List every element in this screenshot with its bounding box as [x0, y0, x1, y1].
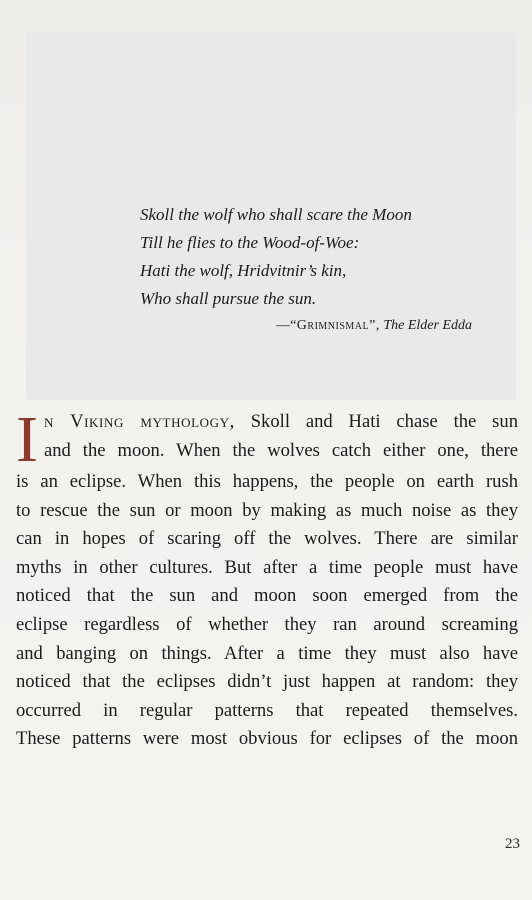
body-line: to rescue the sun or moon by making as much noise as they	[16, 499, 518, 521]
body-line: and banging on things. After a time they must also have	[16, 642, 518, 664]
body-line: can in hopes of scaring off the wolves. There are similar	[16, 528, 518, 550]
epigraph-line: Skoll the wolf who shall scare the Moon	[140, 205, 412, 224]
epigraph-attribution	[276, 318, 472, 334]
body-line: occurred in regular patterns that repeated themselves.	[16, 699, 518, 721]
epigraph-line: Hati the wolf, Hridvitnir’s kin,	[140, 261, 347, 280]
opening-lines	[16, 408, 518, 468]
drop-cap: I	[16, 408, 38, 468]
epigraph-verse	[140, 201, 500, 313]
attribution-work: The Elder Edda	[383, 318, 472, 333]
body-line: noticed that the sun and moon soon emerged from the	[16, 585, 518, 607]
epigraph-line: Who shall pursue the sun.	[140, 289, 317, 308]
first-line-rest: Skoll and Hati chase the sun	[250, 411, 518, 432]
body-line	[44, 408, 518, 437]
attribution-source: “Grimnismal”,	[290, 318, 380, 333]
attribution-dash: —	[276, 318, 291, 333]
lead-in-smallcaps: n Viking mythology,	[43, 411, 235, 432]
body-line: noticed that the eclipses didn’t just happen at random: they	[16, 671, 518, 693]
body-line: is an eclipse. When this happens, the people on earth rush	[16, 471, 518, 492]
body-line: eclipse regardless of whether they ran around screaming	[16, 613, 518, 635]
body-line: myths in other cultures. But after a time people must have	[16, 556, 518, 578]
body-line: These patterns were most obvious for eclipses of the moon	[16, 728, 518, 750]
body-paragraph	[16, 408, 518, 754]
page-number: 23	[505, 836, 520, 852]
body-line: and the moon. When the wolves catch either one, there	[43, 439, 518, 461]
epigraph-line: Till he flies to the Wood-of-Woe:	[140, 233, 360, 252]
